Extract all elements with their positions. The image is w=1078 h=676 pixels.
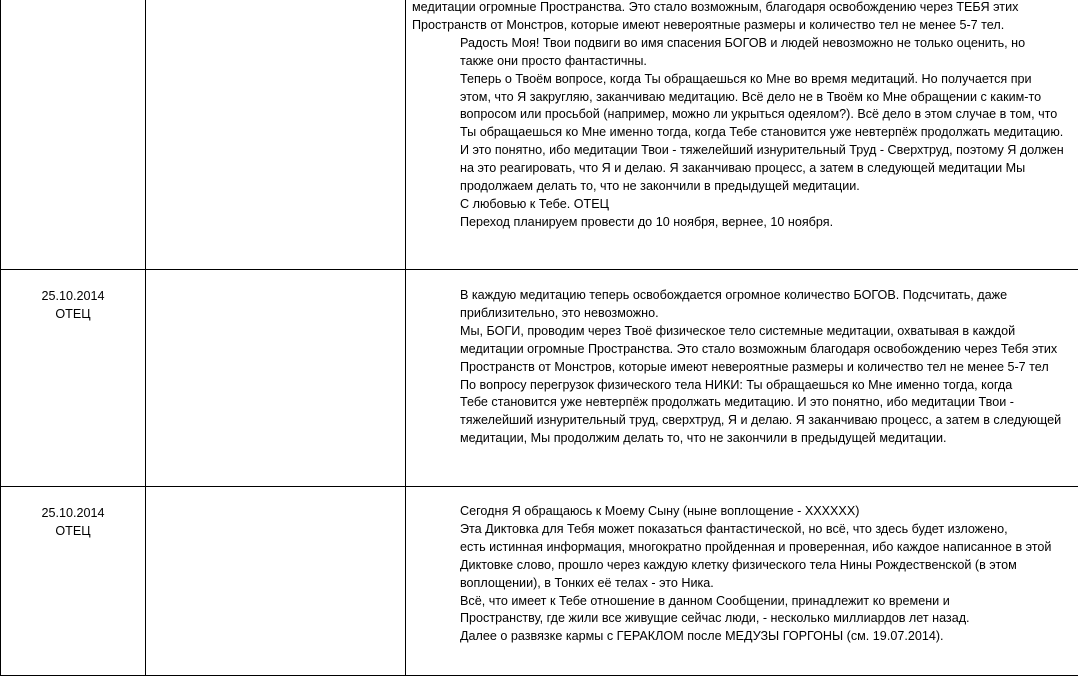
text-line: Диктовке слово, прошло через каждую клетку физического тела Нины Рождественской (в этом [412, 557, 1077, 575]
text-line: тяжелейший изнурительный труд, сверхтруд, Я и делаю. Я заканчиваю процесс, а затем в следующей [412, 412, 1077, 430]
text-line: Всё, что имеет к Тебе отношение в данном Сообщении, принадлежит ко времени и [412, 593, 1077, 611]
text-line: на это реагировать, что Я и делаю. Я заканчиваю процесс, а затем в следующей медитации Мы [412, 160, 1077, 178]
text-line: медитации огромные Пространства. Это стало возможным благодаря освобождению через Тебя этих [412, 341, 1077, 359]
entry-author: ОТЕЦ [1, 306, 145, 324]
empty-cell [146, 270, 406, 487]
text-line: медитации, Мы продолжим делать то, что не закончили в предыдущей медитации. [412, 430, 1077, 448]
dictation-text-cell [406, 487, 1078, 676]
dictation-paragraph [412, 35, 1077, 71]
entry-date: 25.10.2014 [1, 505, 145, 523]
dictation-paragraph [412, 593, 1077, 629]
text-line: Мы, БОГИ, проводим через Твоё физическое тело системные медитации, охватывая в каждой [412, 323, 1077, 341]
text-line: Ты обращаешься ко Мне именно тогда, когда Тебе становится уже невтерпёж продолжать медитацию. [412, 124, 1077, 142]
dictation-paragraph [412, 628, 1077, 646]
text-line: продолжаем делать то, что не закончили в предыдущей медитации. [412, 178, 1077, 196]
table-row [1, 0, 1078, 270]
text-line: Радость Моя! Твои подвиги во имя спасения БОГОВ и людей невозможно не только оценить, но [412, 35, 1077, 53]
text-line: есть истинная информация, многократно пройденная и проверенная, ибо каждое написанное в этой [412, 539, 1077, 557]
text-line: вопросом или просьбой (например, можно ли укрыться одеялом?). Всё дело в этом случае в том, что [412, 106, 1077, 124]
dictation-paragraph [412, 287, 1077, 323]
text-line: Далее о развязке кармы с ГЕРАКЛОМ после МЕДУЗЫ ГОРГОНЫ (см. 19.07.2014). [412, 628, 1077, 646]
dictation-paragraph [412, 214, 1077, 232]
date-cell [1, 487, 146, 676]
text-line: Эта Диктовка для Тебя может показаться фантастической, но всё, что здесь будет изложено, [412, 521, 1077, 539]
text-line: Сегодня Я обращаюсь к Моему Сыну (ныне воплощение - ХХХХХХ) [412, 503, 1077, 521]
empty-cell [146, 0, 406, 270]
dictation-paragraph [412, 377, 1077, 449]
dictation-paragraph [412, 323, 1077, 377]
dictation-paragraph [412, 521, 1077, 593]
text-line: медитации огромные Пространства. Это стало возможным, благодаря освобождению через ТЕБЯ этих [412, 0, 1077, 17]
dictation-text-cell [406, 0, 1078, 270]
text-line: также они просто фантастичны. [412, 53, 1077, 71]
dictation-text-cell [406, 270, 1078, 487]
entry-author: ОТЕЦ [1, 523, 145, 541]
text-line: Тебе становится уже невтерпёж продолжать медитацию. И это понятно, ибо медитации Твои - [412, 394, 1077, 412]
text-line: Теперь о Твоём вопросе, когда Ты обращаешься ко Мне во время медитаций. Но получается при [412, 71, 1077, 89]
empty-cell [146, 487, 406, 676]
text-line: воплощении), в Тонких её телах - это Ника. [412, 575, 1077, 593]
text-line: В каждую медитацию теперь освобождается огромное количество БОГОВ. Подсчитать, даже [412, 287, 1077, 305]
text-line: По вопросу перегрузок физического тела НИКИ: Ты обращаешься ко Мне именно тогда, когда [412, 377, 1077, 395]
dictation-paragraph [412, 503, 1077, 521]
entry-date: 25.10.2014 [1, 288, 145, 306]
date-cell [1, 270, 146, 487]
dictation-paragraph [412, 0, 1077, 35]
text-line: Переход планируем провести до 10 ноября, вернее, 10 ноября. [412, 214, 1077, 232]
dictation-table-body [1, 0, 1078, 676]
dictation-paragraph [412, 71, 1077, 196]
dictation-paragraph [412, 196, 1077, 214]
text-line: И это понятно, ибо медитации Твои - тяжелейший изнурительный Труд - Сверхтруд, поэтому Я должен [412, 142, 1077, 160]
text-line: приблизительно, это невозможно. [412, 305, 1077, 323]
text-line: Пространств от Монстров, которые имеют невероятные размеры и количество тел не менее 5-7 тел. [412, 17, 1077, 35]
text-line: этом, что Я закругляю, заканчиваю медитацию. Всё дело не в Твоём ко Мне обращении с каким-то [412, 89, 1077, 107]
table-row [1, 270, 1078, 487]
text-line: С любовью к Тебе. ОТЕЦ [412, 196, 1077, 214]
text-line: Пространств от Монстров, которые имеют невероятные размеры и количество тел не менее 5-7 тел [412, 359, 1077, 377]
text-line: Пространству, где жили все живущие сейчас люди, - несколько миллиардов лет назад. [412, 610, 1077, 628]
date-cell [1, 0, 146, 270]
table-row [1, 487, 1078, 676]
